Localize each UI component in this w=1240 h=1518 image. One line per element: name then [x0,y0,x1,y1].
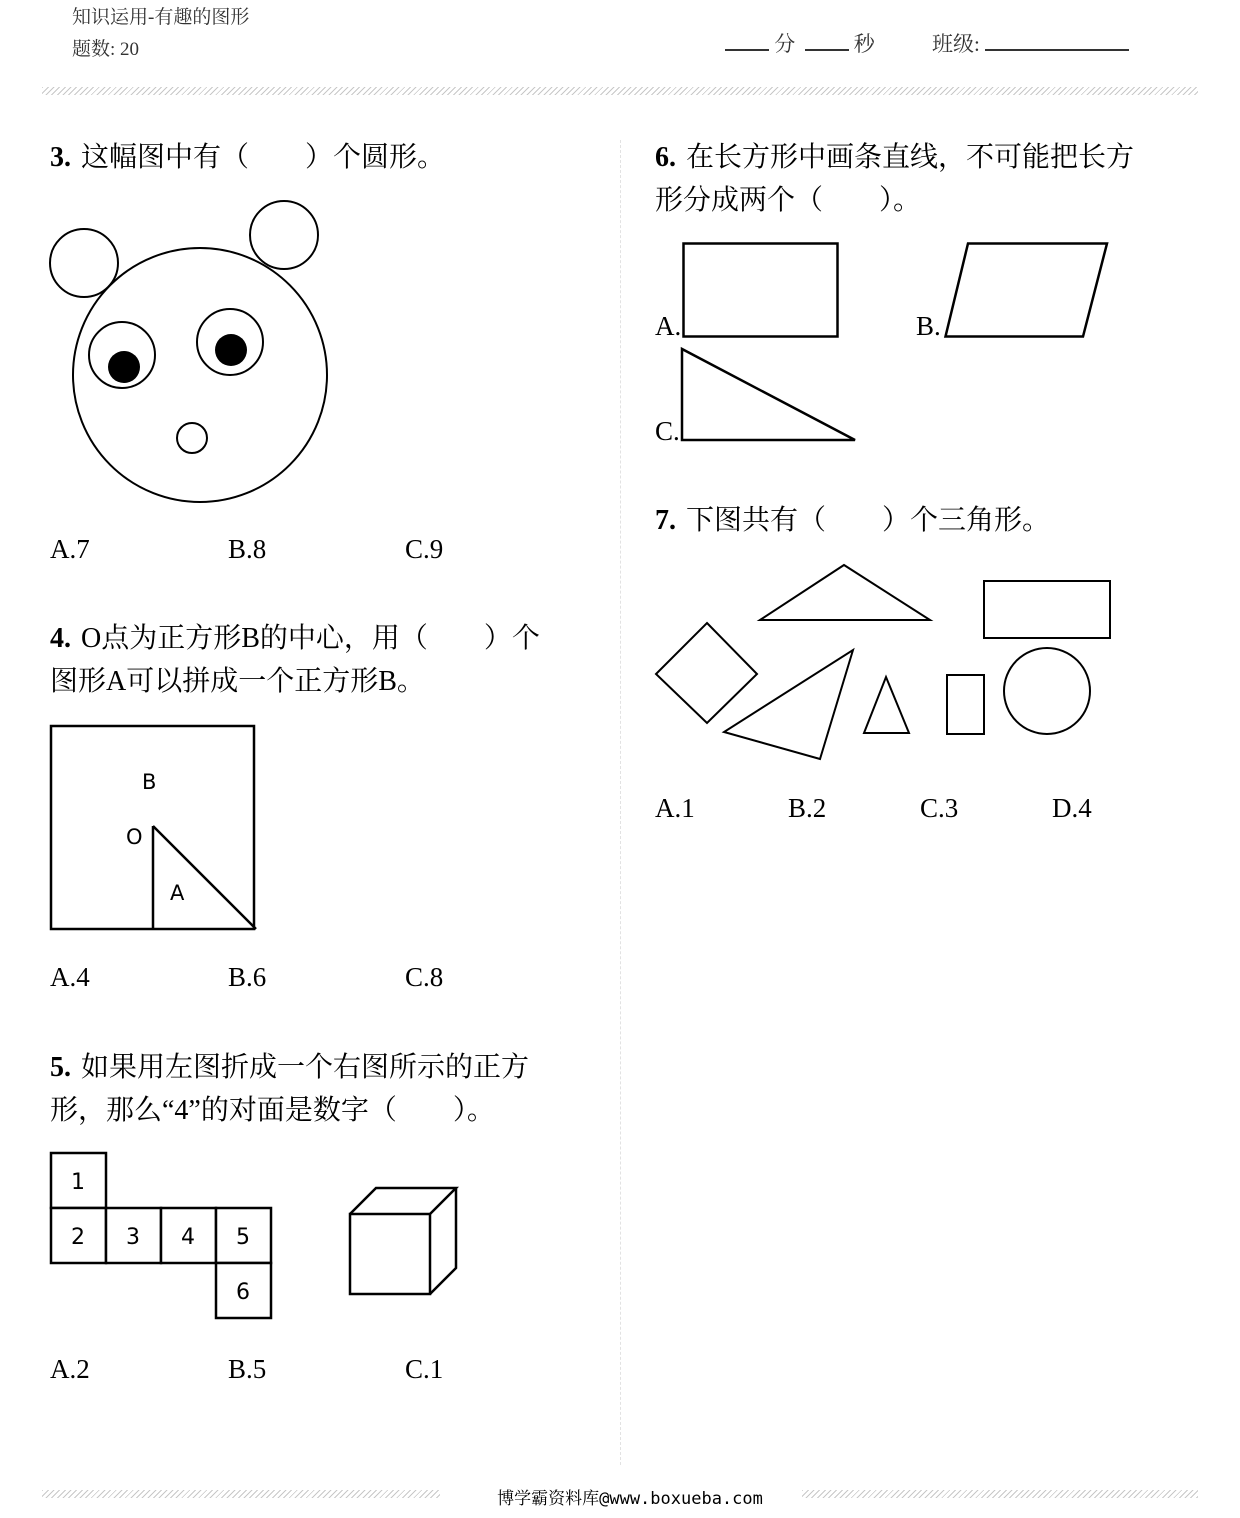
net-label-3: 3 [126,1225,140,1250]
net-label-6: 6 [236,1280,250,1305]
question-5-option-a[interactable]: A.2 [50,1354,90,1384]
class-label: 班级: [932,32,980,56]
question-3-option-c[interactable]: C.9 [405,534,444,564]
question-4-option-b[interactable]: B.6 [228,962,267,992]
question-6-option-b[interactable]: B. [916,311,941,341]
question-4-number: 4. [50,623,71,654]
right-ear-circle [250,201,318,269]
question-3-text: 这幅图中有（ ）个圆形。 [81,142,446,173]
question-5-number: 5. [50,1052,71,1083]
class-blank[interactable] [985,49,1129,51]
right-pupil-circle [215,334,247,366]
top-rectangle-shape [984,581,1110,638]
question-6-number: 6. [655,142,676,173]
question-7-option-a[interactable]: A.1 [655,793,695,823]
panda-face-figure [40,195,350,515]
label-a: A [170,881,185,905]
score-area [725,28,1129,58]
question-5-option-b[interactable]: B.5 [228,1354,267,1384]
question-3-option-b[interactable]: B.8 [228,534,267,564]
cube-front-face [350,1214,430,1294]
footer-divider-left [42,1490,440,1498]
parallelogram-shape [946,244,1108,337]
question-7 [655,499,1050,542]
seconds-label: 秒 [853,32,875,56]
net-label-1: 1 [71,1170,85,1195]
question-6 [655,136,1134,222]
label-o: O [126,825,143,849]
parallelogram-option-figure [944,242,1110,338]
question-6-option-a[interactable]: A. [655,311,682,341]
question-4-option-c[interactable]: C.8 [405,962,444,992]
question-7-text: 下图共有（ ）个三角形。 [686,505,1051,536]
wide-triangle-shape [760,565,930,620]
small-rectangle-shape [947,675,984,734]
cube-figure [348,1185,463,1297]
question-5-line-2: 形，那么“4”的对面是数字（ ）。 [50,1095,495,1126]
worksheet-title: 知识运用-有趣的图形 [72,7,250,28]
circle-shape [1004,648,1090,734]
column-divider [620,140,621,1465]
cube-side-face [430,1188,456,1294]
question-count: 题数: 20 [72,39,140,60]
right-triangle-option-figure [680,347,858,443]
header-divider [42,87,1198,95]
question-5 [50,1046,529,1132]
footer-divider-right [802,1490,1198,1498]
cube-top-face [350,1188,456,1214]
minutes-label: 分 [774,32,796,56]
question-3 [50,136,445,179]
cube-net-figure [50,1152,275,1322]
question-4-line-2: 图形A可以拼成一个正方形B。 [50,666,425,697]
question-7-option-d[interactable]: D.4 [1052,793,1092,823]
left-pupil-circle [108,351,140,383]
net-label-2: 2 [71,1225,85,1250]
question-6-line-1: 在长方形中画条直线，不可能把长方 [686,142,1135,173]
net-label-4: 4 [181,1225,195,1250]
question-5-option-c[interactable]: C.1 [405,1354,444,1384]
label-b: B [142,770,157,794]
question-7-option-c[interactable]: C.3 [920,793,959,823]
rectangle-shape [684,244,838,337]
question-4 [50,617,540,703]
question-4-line-1: O点为正方形B的中心，用（ ）个 [81,623,540,654]
question-4-option-a[interactable]: A.4 [50,962,90,992]
square-b-figure [50,725,262,935]
question-7-number: 7. [655,505,676,536]
rectangle-option-figure [682,242,840,338]
triangle-a-hypotenuse [153,826,256,929]
minutes-blank[interactable] [725,49,769,51]
question-7-option-b[interactable]: B.2 [788,793,827,823]
question-3-number: 3. [50,142,71,173]
net-label-5: 5 [236,1225,250,1250]
mixed-shapes-figure [650,560,1120,765]
footer-source-text: 博学霸资料库@www.boxueba.com [497,1489,763,1509]
question-6-option-c[interactable]: C. [655,416,680,446]
question-5-line-1: 如果用左图折成一个右图所示的正方 [81,1052,530,1083]
right-triangle-shape [682,349,855,440]
slanted-triangle-shape [724,650,853,759]
small-triangle-shape [864,677,909,733]
diamond-shape [656,623,757,723]
seconds-blank[interactable] [805,49,849,51]
question-3-option-a[interactable]: A.7 [50,534,90,564]
question-6-line-2: 形分成两个（ ）。 [655,185,922,216]
